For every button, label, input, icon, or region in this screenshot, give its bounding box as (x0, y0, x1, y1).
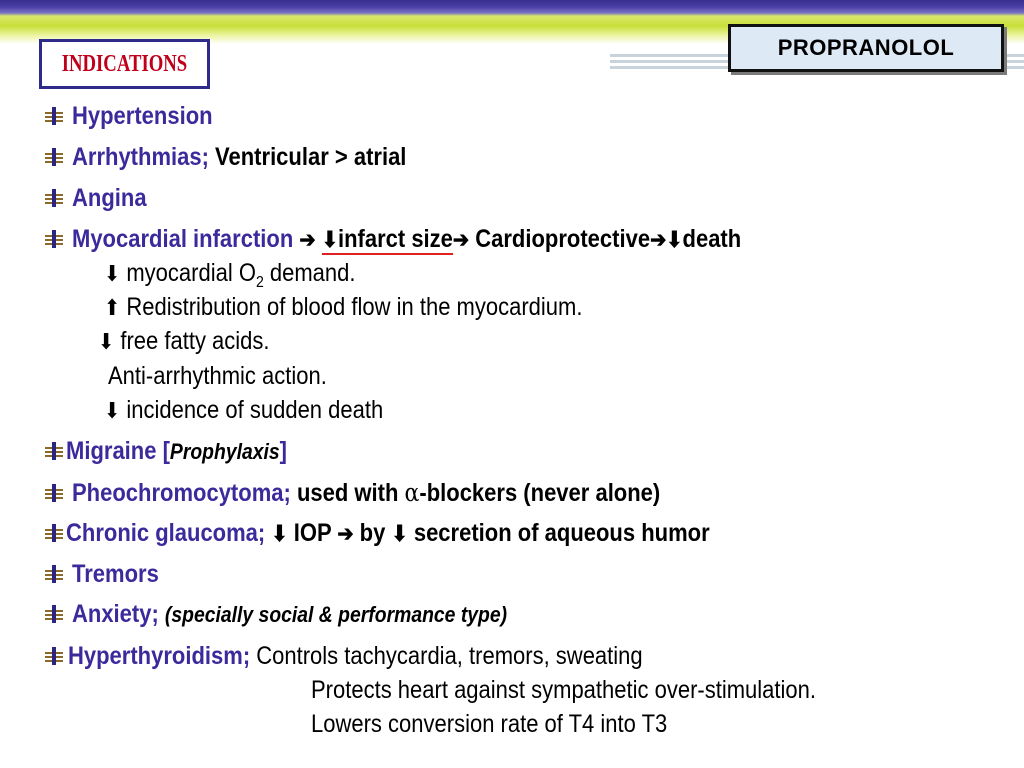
item-hyperthyroidism: Hyperthyroidism; Controls tachycardia, tremors, sweating (44, 641, 721, 671)
drug-title-box (728, 24, 1004, 72)
hyper-sub-3: Lowers conversion rate of T4 into T3 (311, 710, 668, 738)
arrow-down-icon: ⬇ (321, 227, 338, 252)
item-chronic-glaucoma: Chronic glaucoma; ⬇ IOP ➔ by ⬇ secretion of aqueous humor (44, 518, 797, 549)
item-angina: Angina (44, 183, 157, 213)
bullet-icon (44, 564, 64, 584)
bullet-icon (44, 604, 64, 624)
mi-sub-1: ⬇ myocardial $O_2$ demand. (104, 259, 356, 291)
item-arrhythmias: Arrhythmias; Ventricular > atrial (44, 142, 452, 172)
bullet-icon (44, 147, 64, 167)
item-migraine: Migraine [Prophylaxis] (44, 436, 317, 467)
drug-title: PROPRANOLOL (777, 35, 955, 60)
arrow-down-icon: ⬇ (104, 398, 121, 423)
bullet-icon (44, 441, 64, 461)
bullet-icon (44, 106, 64, 126)
item-tremors: Tremors (44, 559, 171, 589)
bullet-icon (44, 483, 64, 503)
arrow-down-icon: ⬇ (666, 227, 683, 252)
bullet-icon (44, 523, 64, 543)
arrow-down-icon: ⬇ (271, 521, 288, 546)
mi-sub-5: ⬇ incidence of sudden death (104, 396, 384, 424)
section-title-box (39, 39, 210, 89)
arrow-down-icon: ⬇ (104, 261, 121, 286)
section-title: INDICATIONS (61, 50, 188, 77)
arrow-right-icon: ➔ (650, 227, 667, 252)
item-pheochromocytoma: Pheochromocytoma; used with α-blockers (never alone) (44, 478, 740, 508)
arrow-down-icon: ⬇ (391, 521, 408, 546)
item-hypertension: Hypertension (44, 101, 232, 131)
mi-sub-2: ⬆ Redistribution of blood flow in the myocardium. (104, 293, 583, 321)
arrow-down-icon: ⬇ (98, 329, 115, 354)
arrow-right-icon: ➔ (299, 227, 316, 252)
mi-sub-3: ⬇ free fatty acids. (98, 327, 270, 355)
bullet-icon (44, 646, 64, 666)
bullet-icon (44, 229, 64, 249)
arrow-right-icon: ➔ (452, 227, 470, 252)
arrow-right-icon: ➔ (337, 521, 354, 546)
item-anxiety: Anxiety; (specially social & performance type) (44, 599, 566, 630)
arrow-up-icon: ⬆ (104, 295, 121, 320)
mi-sub-4: Anti-arrhythmic action. (108, 362, 327, 390)
item-myocardial-infarction: Myocardial infarction ➔ ⬇infarct size➔ Cardioprotective➔⬇death (44, 224, 832, 255)
bullet-icon (44, 188, 64, 208)
hyper-sub-2: Protects heart against sympathetic over-stimulation. (311, 676, 817, 704)
